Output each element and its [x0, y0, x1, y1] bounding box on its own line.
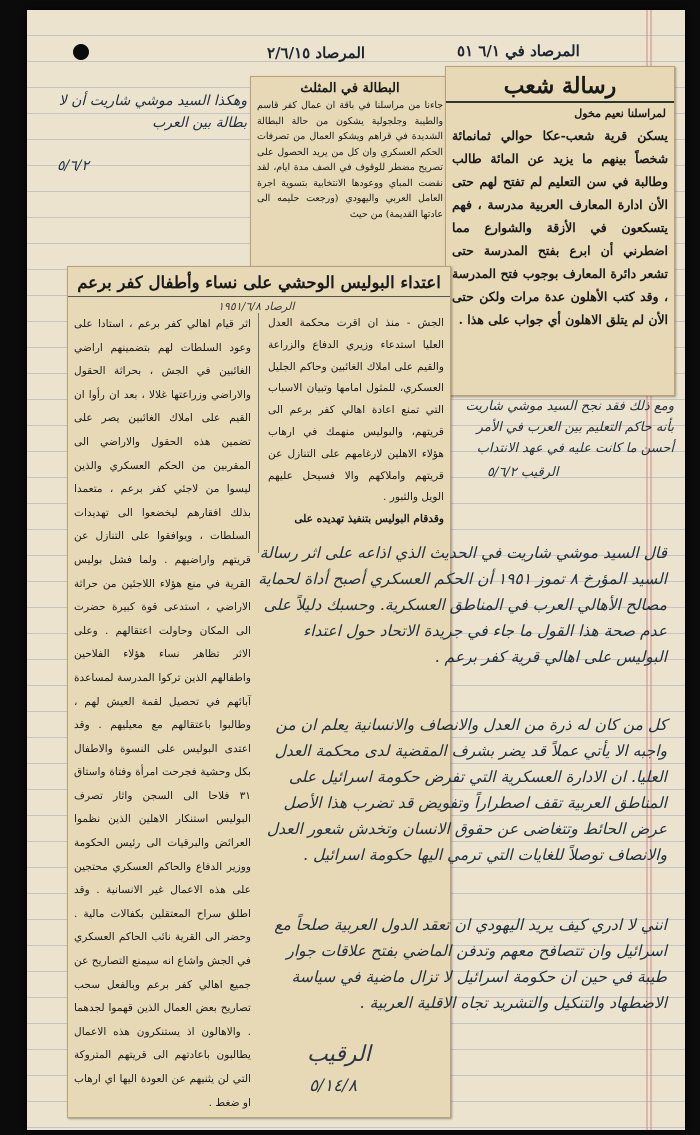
margin-note: وهكذا السيد موشي شاريت أن لا بطالة بين العرب	[58, 93, 247, 131]
notebook-page	[27, 10, 685, 1130]
clipping-unemployment-body: جاءنا من مراسلنا في باقة ان عمال كفر قاسم والطيبة وجلجولية يشكون من حالة البطالة الشديدة في قراهم ويشكو العمال من تصرفات الحكم العسكري وان كل من يريد الحصول على تصريح مضطر للوقوف في الصف مدة ايام، لقد نقضت المباي ووعودها الانتخابية بتسوية اجرة العامل العربي واليهودي (ورجعت حليمه الى عادتها القديمة) من حيث	[257, 100, 443, 220]
clipping-attack-handwritten-date: الرصاد ١٩٥١/٦/٨	[218, 300, 295, 313]
punch-hole-top	[73, 44, 89, 60]
clipping-unemployment	[250, 76, 450, 274]
clipping-letter-shaab	[445, 66, 675, 396]
note-shareet-education: ومع ذلك فقد نجح السيد موشي شاريت بأنه حاكم التعليم بين العرب في الأمر أحسن ما كانت عليه في عهد الانتداب	[465, 399, 674, 456]
clipping-attack-col-right-end: وقدقام البوليس بتنفيذ تهديده على	[294, 513, 444, 526]
clipping-attack-col-left	[68, 313, 257, 1113]
clipping-unemployment-title: البطالة في المثلث	[300, 81, 400, 96]
clipping-letter-author: لمراسلنا نعيم مخول	[574, 107, 666, 120]
clipping-letter-title: رسالة شعب	[446, 73, 674, 103]
clipping-attack-col-left-text: اثر قيام اهالي كفر برعم ، استادا على وعود السلطات لهم بتضمينهم اراضي الغائبين في الجش ، بحراثة الحقول والاراضي وزراعتها غلالا ، بعد ان رأوا ان القيم على املاك الغائبين يصر على تضمين هذه الحقول والاراضي الى المقربين من الحكم العسكري والذين ليسوا من لاجئي كفر برعم ، متعمدا بذلك افقارهم ليخضعوا الى تهديدات السلطات ، ويوافقوا على التنازل عن قريتهم واراضيهم . ولما فشل بوليس القرية في منع هؤلاء اللاجئين من حراثة الاراضي ، استدعى قوة كبيرة حضرت الى المكان وحاولت اعتقالهم . وعلى الاثر تظاهر نساء هؤلاء الفلاحين واطفالهم الذين تركوا المدرسة لمساعدة آبائهم في تحصيل لقمة العيش لهم ، وطالبوا باعتقالهم مع معيليهم . وقد اعتدى البوليس على النسوة والاطفال بكل وحشية فجرحت امرأة وفتاة واستاق ٣١ فلاحا الى السجن واثار تصرف البوليس استنكار الاهلين الذين نظموا العرائض والبرقيات الى رئيس الحكومة ووزير الدفاع والحاكم العسكري محتجين على هذه الاعمال غير الانسانية . وقد اطلق سراح المعتقلين بكفالات مالية . وحضر الى القرية نائب الحاكم العسكري في الجش واشاع انه سيمنع التصاريح عن جميع اهالي كفر برعم وبالفعل سحب تصاريح بعض العمال الذين قهموا لجدهما . والاهالون اذ يستنكرون هذه الاعمال يطالبون باعادتهم الى قريتهم المتروكة التي لن يثنيهم عن العودة اليها اي ارهاب او ضغط .	[74, 318, 251, 1109]
date-right-label: المرصاد في ٦/١ ٥١	[457, 42, 580, 60]
margin-date: ٥/٦/٢	[57, 158, 89, 174]
column-divider	[258, 313, 259, 553]
handwritten-paragraph-3: انني لا ادري كيف يريد اليهودي ان تعقد الدول العربية صلحاً مع اسرائيل وان تتصافح معهم وتدفن الماضي بفتح علاقات جوار طيبة في حين ان حكومة اسرائيل لا تزال ماضية في سياسة الاضطهاد والتنكيل والتشريد تجاه الاقلية العربية .	[274, 916, 667, 1012]
clipping-attack-col-right-text: الجش - منذ ان اقرت محكمة العدل العليا استدعاء وزيري الدفاع والزراعة والقيم على املاك الغائبين وحاكم الجليل العسكري، للمثول امامها وتبيان الاسباب التي تمنع اعادة اهالي كفر برعم الى قريتهم، والبوليس منهمك في ارهاب هؤلاء الاهلين لارغامهم على التنازل عن قريتهم واملاكهم والا فسيحل عليهم الويل والثبور .	[268, 317, 444, 504]
note-signature-right: الرقيب ٥/٦/٢	[487, 465, 559, 480]
handwritten-paragraph-1: قال السيد موشي شاريت في الحديث الذي اذاعه على اثر رسالة السيد المؤرخ ٨ تموز ١٩٥١ أن الحكم العسكري أصبح أداة لحماية مصالح الأهالي العرب في المناطق العسكرية. وحسبك دليلاً على عدم صحة هذا القول ما جاء في جريدة الاتحاد حول اعتداء البوليس على اهالي قرية كفر برعم .	[258, 544, 667, 666]
handwritten-paragraph-2: كل من كان له ذرة من العدل والانصاف والانسانية يعلم ان من واجبه الا يأتي عملاً قد يضر بشرف المقضية لدى محكمة العدل العليا. ان الادارة العسكرية التي تفرض حكومة اسرائيل على المناطق العربية تقف اصطراراً وتفويض قد تضرب هذا الأصل عرض الحائط وتتغاضى عن حقوق الانسان وتخدش شعور العدل والانصاف توصلاً للغايات التي ترمي اليها حكومة اسرائيل .	[266, 716, 667, 864]
signature: الرقيب	[307, 1042, 371, 1067]
clipping-attack-title: اعتداء البوليس الوحشي على نساء وأطفال كفر برعم	[68, 267, 450, 297]
signature-date: ٥/١٤/٨	[309, 1076, 357, 1096]
date-left-label: المرصاد ٢/٦/١٥	[267, 44, 366, 62]
clipping-letter-body: يسكن قرية شعب-عكا حوالي ثمانمائة شخصاً بينهم ما يزيد عن المائة طالب وطالبة في سن التعليم لم تفتح لهم حتى الأن ادارة المعارف العربية مدرسة ، فهم يتسكعون في الأزقة والشوارع مما اضطرني أن ابرع بفتح المدرسة حتى تشعر دائرة المعارف بوجوب فتح المدرسة ، وقد كتب الأهلون عدة مرات ولكن حتى الأن لم يتلق الاهلون أي جواب على هذا .	[452, 128, 668, 327]
clipping-attack-col-right	[262, 313, 450, 531]
